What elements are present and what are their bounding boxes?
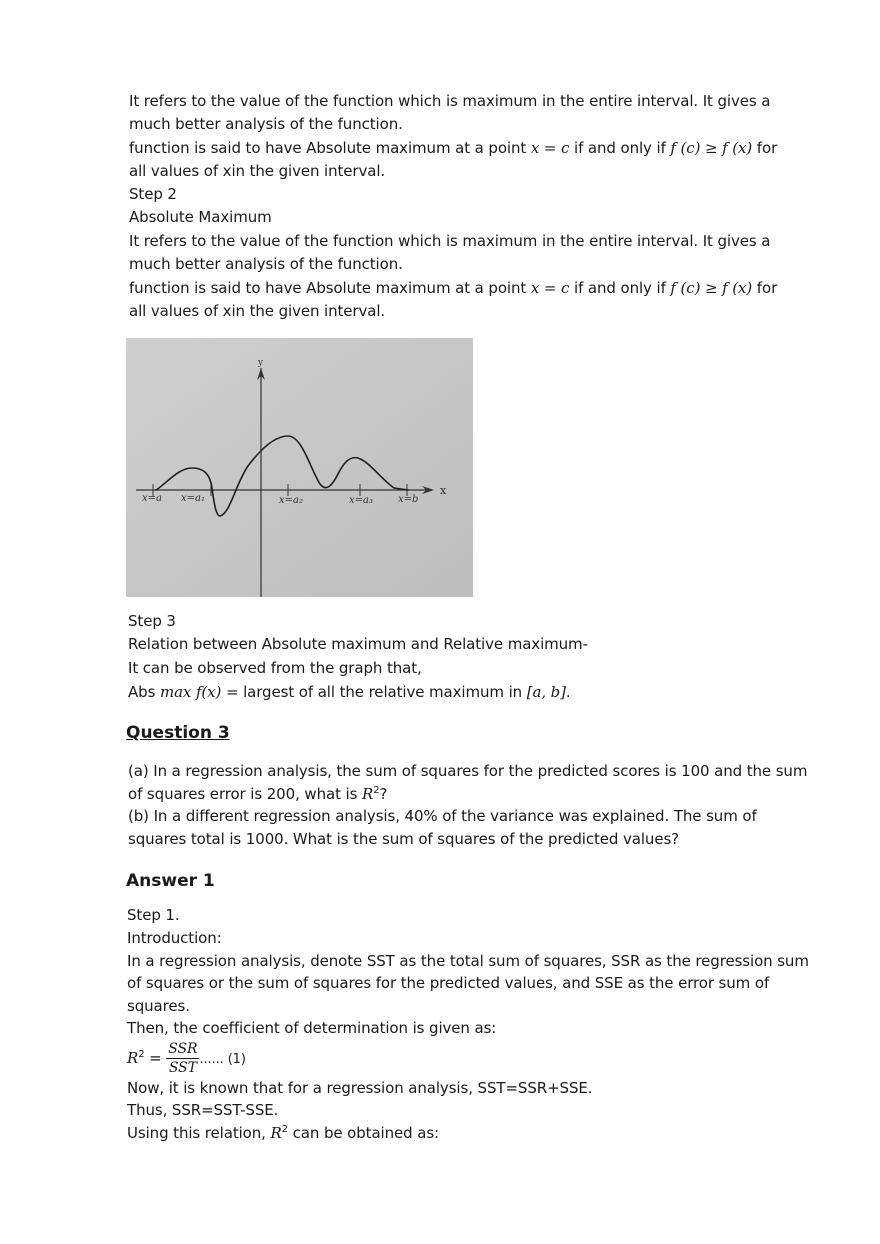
- graph-svg: [126, 338, 473, 597]
- text-line: Now, it is known that for a regression analysis, SST=SSR+SSE.: [127, 1079, 593, 1097]
- text-line: Relation between Absolute maximum and Relative maximum-: [128, 635, 588, 653]
- y-axis-label: y: [258, 358, 264, 368]
- text-line: In a regression analysis, denote SST as the total sum of squares, SSR as the regression sum: [127, 952, 809, 970]
- step-label: Step 1.: [127, 906, 180, 924]
- text-span: if and only if: [569, 139, 671, 157]
- math-expression: f (c) ≥ f (x): [670, 139, 753, 157]
- text-span: for: [752, 139, 778, 157]
- text-span: Using this relation,: [127, 1124, 271, 1142]
- text-line: It can be observed from the graph that,: [128, 659, 422, 677]
- tick-label-a3: x=a₃: [349, 495, 373, 506]
- tick-label-a2: x=a₂: [279, 495, 303, 506]
- math-expression: max f(x) =: [159, 683, 239, 701]
- math-expression: R: [270, 1124, 282, 1142]
- text-span: for: [752, 279, 778, 297]
- function-graph-image: [126, 338, 473, 597]
- formula-line: [127, 1038, 246, 1080]
- tick-label-a1: x=a₁: [181, 493, 205, 504]
- tick-label-a: x=a: [142, 493, 162, 504]
- text-line: all values of xin the given interval.: [129, 162, 386, 180]
- text-line: [129, 277, 777, 300]
- equation-number: ...... (1): [199, 1052, 246, 1067]
- text-span: if and only if: [569, 279, 671, 297]
- math-expression: [a, b]: [526, 683, 566, 701]
- text-line: Absolute Maximum: [129, 208, 272, 226]
- text-line: of squares or the sum of squares for the predicted values, and SSE as the error sum of: [127, 974, 770, 992]
- text-line: (a) In a regression analysis, the sum of squares for the predicted scores is 100 and the sum: [128, 762, 808, 780]
- step-label: Step 2: [129, 185, 177, 203]
- text-span: function is said to have Absolute maximum at a point: [129, 139, 531, 157]
- fraction-numerator: SSR: [168, 1041, 198, 1057]
- text-line: Introduction:: [127, 929, 222, 947]
- text-line: squares total is 1000. What is the sum of squares of the predicted values?: [128, 830, 680, 848]
- text-span: Abs: [128, 683, 160, 701]
- text-line: (b) In a different regression analysis, 40% of the variance was explained. The sum of: [128, 807, 757, 825]
- text-span: .: [565, 683, 571, 701]
- math-expression: x = c: [530, 279, 570, 297]
- text-span: function is said to have Absolute maximum at a point: [129, 279, 531, 297]
- text-span: largest of all the relative maximum in: [238, 683, 527, 701]
- math-expression: R: [361, 785, 374, 803]
- superscript: 2: [373, 785, 380, 796]
- text-line: It refers to the value of the function which is maximum in the entire interval. It gives a: [129, 92, 771, 110]
- fraction: [166, 1040, 199, 1077]
- answer-heading: Answer 1: [126, 871, 215, 891]
- x-axis-label: x: [440, 484, 447, 497]
- superscript: 2: [138, 1049, 145, 1060]
- text-span: can be obtained as:: [287, 1124, 439, 1142]
- math-expression: f (c) ≥ f (x): [670, 279, 753, 297]
- text-line: Thus, SSR=SST-SSE.: [127, 1101, 279, 1119]
- tick-label-b: x=b: [398, 494, 419, 505]
- text-line: [129, 137, 777, 160]
- text-line: [128, 783, 387, 806]
- text-line: all values of xin the given interval.: [129, 302, 386, 320]
- question-heading: Question 3: [126, 723, 230, 743]
- step-label: Step 3: [128, 612, 176, 630]
- superscript: 2: [281, 1124, 288, 1135]
- equals-sign: =: [144, 1049, 167, 1067]
- math-expression: R: [127, 1049, 139, 1067]
- text-span: ?: [379, 785, 388, 803]
- text-span: of squares error is 200, what is: [128, 785, 362, 803]
- text-line: Then, the coefficient of determination is given as:: [127, 1019, 497, 1037]
- text-line: [127, 1122, 439, 1145]
- text-line: [128, 681, 571, 704]
- text-line: much better analysis of the function.: [129, 255, 403, 273]
- math-expression: x = c: [530, 139, 570, 157]
- text-line: squares.: [127, 997, 190, 1015]
- graph-background: [126, 338, 473, 597]
- text-line: It refers to the value of the function which is maximum in the entire interval. It gives a: [129, 232, 771, 250]
- text-line: much better analysis of the function.: [129, 115, 403, 133]
- fraction-denominator: SST: [168, 1060, 197, 1076]
